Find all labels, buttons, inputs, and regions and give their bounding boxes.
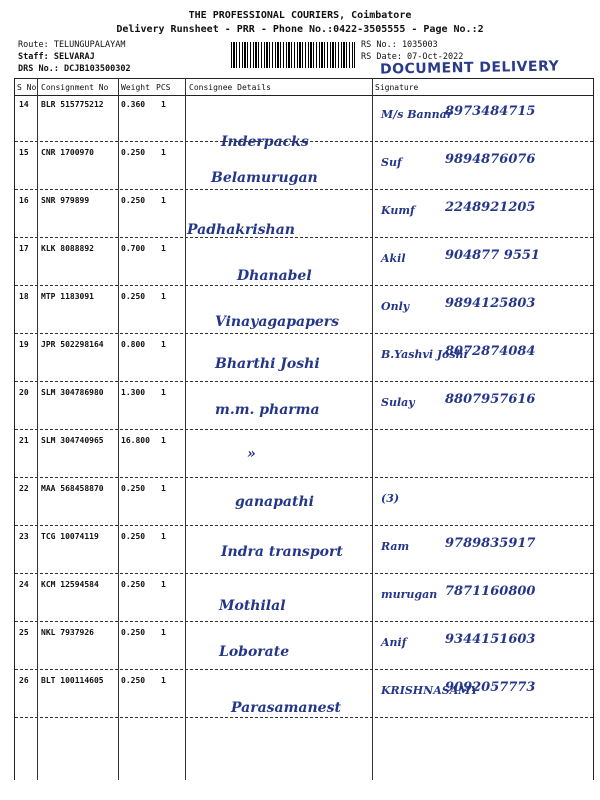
route-label: Route: TELUNGUPALAYAM [18, 40, 126, 50]
cell-wt: 0.250 [121, 196, 146, 205]
cell-wt: 0.250 [121, 148, 146, 157]
delivery-table [14, 78, 594, 780]
col-pcs: PCS [156, 83, 171, 92]
row-divider [15, 717, 593, 718]
col-weight: Weight [121, 83, 150, 92]
cell-cn: BLT 100114605 [41, 676, 104, 685]
table-row [15, 622, 593, 670]
barcode [231, 42, 355, 68]
table-row [15, 190, 593, 238]
phone-number: 8807957616 [445, 392, 536, 407]
staff-label: Staff: SELVARAJ [18, 52, 95, 62]
cell-sno: 19 [19, 340, 29, 349]
table-row [15, 574, 593, 622]
phone-number: 7871160800 [445, 584, 536, 599]
signature: Akil [381, 252, 406, 265]
cell-cn: CNR 1700970 [41, 148, 94, 157]
rs-date: RS Date: 07-Oct-2022 [361, 52, 464, 62]
signature: B.Yashvi Joshi [381, 348, 468, 361]
phone-number: 904877 9551 [445, 248, 540, 263]
signature: (3) [381, 492, 400, 505]
signature: KRISHNASAMY [381, 684, 479, 697]
phone-number: 9894125803 [445, 296, 536, 311]
cell-sno: 18 [19, 292, 29, 301]
cell-cn: KCM 12594584 [41, 580, 99, 589]
table-row [15, 430, 593, 478]
company-title: THE PROFESSIONAL COURIERS, Coimbatore [188, 10, 412, 21]
cell-pcs: 1 [161, 388, 166, 397]
cell-sno: 17 [19, 244, 29, 253]
consignee-name: Mothilal [219, 598, 286, 614]
cell-cn: MAA 568458870 [41, 484, 104, 493]
phone-number: 9894876076 [445, 152, 536, 167]
cell-wt: 0.250 [121, 676, 146, 685]
consignee-name: m.m. pharma [215, 402, 320, 418]
cell-pcs: 1 [161, 676, 166, 685]
signature: Kumf [381, 204, 415, 217]
cell-cn: SNR 979899 [41, 196, 90, 205]
table-row [15, 478, 593, 526]
signature: Ram [381, 540, 410, 553]
cell-wt: 0.250 [121, 580, 146, 589]
cell-sno: 25 [19, 628, 29, 637]
cell-sno: 22 [19, 484, 29, 493]
drs-number: DRS No.: DCJB103500302 [18, 64, 131, 74]
cell-cn: NKL 7937926 [41, 628, 94, 637]
phone-number: 9092057773 [445, 680, 536, 695]
cell-wt: 0.250 [121, 484, 146, 493]
consignee-name: Bharthi Joshi [215, 356, 320, 372]
cell-pcs: 1 [161, 244, 166, 253]
phone-number: 9344151603 [445, 632, 536, 647]
phone-number: 8072874084 [445, 344, 536, 359]
cell-cn: SLM 304786980 [41, 388, 104, 397]
cell-sno: 14 [19, 100, 29, 109]
consignee-name: Parasamanest [231, 700, 341, 716]
cell-sno: 24 [19, 580, 29, 589]
cell-sno: 26 [19, 676, 29, 685]
consignee-name: Indra transport [221, 544, 343, 560]
cell-cn: SLM 304740965 [41, 436, 104, 445]
cell-wt: 0.360 [121, 100, 146, 109]
cell-pcs: 1 [161, 532, 166, 541]
col-consignment: Consignment No [41, 83, 109, 92]
consignee-name: Vinayagapapers [215, 314, 340, 330]
cell-wt: 0.700 [121, 244, 146, 253]
signature: Anif [381, 636, 407, 649]
signature: M/s Bannar [381, 108, 453, 121]
signature: Sulay [381, 396, 415, 409]
col-sno: S No [17, 83, 37, 92]
table-row [15, 670, 593, 718]
cell-pcs: 1 [161, 196, 166, 205]
table-row [15, 526, 593, 574]
table-row [15, 238, 593, 286]
cell-cn: TCG 10074119 [41, 532, 99, 541]
cell-pcs: 1 [161, 100, 166, 109]
phone-number: 2248921205 [445, 200, 536, 215]
document-delivery-stamp: DOCUMENT DELIVERY [379, 58, 560, 78]
cell-sno: 23 [19, 532, 29, 541]
cell-wt: 0.250 [121, 532, 146, 541]
cell-pcs: 1 [161, 628, 166, 637]
col-signature: Signature [375, 83, 419, 92]
table-row [15, 286, 593, 334]
cell-pcs: 1 [161, 292, 166, 301]
cell-cn: KLK 8088892 [41, 244, 94, 253]
cell-sno: 16 [19, 196, 29, 205]
cell-sno: 15 [19, 148, 29, 157]
table-row [15, 382, 593, 430]
consignee-name: Belamurugan [211, 170, 318, 186]
cell-wt: 1.300 [121, 388, 146, 397]
runsheet-subtitle: Delivery Runsheet - PRR - Phone No.:0422-3505555 - Page No.:2 [116, 24, 484, 35]
cell-wt: 0.800 [121, 340, 146, 349]
cell-pcs: 1 [161, 580, 166, 589]
cell-sno: 20 [19, 388, 29, 397]
phone-number: 8973484715 [445, 104, 536, 119]
cell-pcs: 1 [161, 436, 166, 445]
consignee-name: Loborate [219, 644, 290, 660]
cell-cn: BLR 515775212 [41, 100, 104, 109]
cell-wt: 0.250 [121, 628, 146, 637]
consignee-name: » [247, 446, 256, 462]
cell-sno: 21 [19, 436, 29, 445]
signature: Suf [381, 156, 402, 169]
cell-wt: 0.250 [121, 292, 146, 301]
signature: murugan [381, 588, 438, 601]
table-row [15, 94, 593, 150]
rs-number: RS No.: 1035003 [361, 40, 438, 50]
consignee-name: Dhanabel [237, 268, 312, 284]
table-row [15, 142, 593, 190]
cell-wt: 16.800 [121, 436, 150, 445]
cell-cn: MTP 1183091 [41, 292, 94, 301]
table-row [15, 334, 593, 382]
phone-number: 9789835917 [445, 536, 536, 551]
cell-pcs: 1 [161, 148, 166, 157]
consignee-name: Inderpacks [221, 134, 309, 150]
cell-pcs: 1 [161, 484, 166, 493]
consignee-name: ganapathi [235, 494, 314, 510]
cell-pcs: 1 [161, 340, 166, 349]
consignee-name: Padhakrishan [187, 222, 295, 238]
signature: Only [381, 300, 410, 313]
col-consignee: Consignee Details [189, 83, 271, 92]
cell-cn: JPR 502298164 [41, 340, 104, 349]
